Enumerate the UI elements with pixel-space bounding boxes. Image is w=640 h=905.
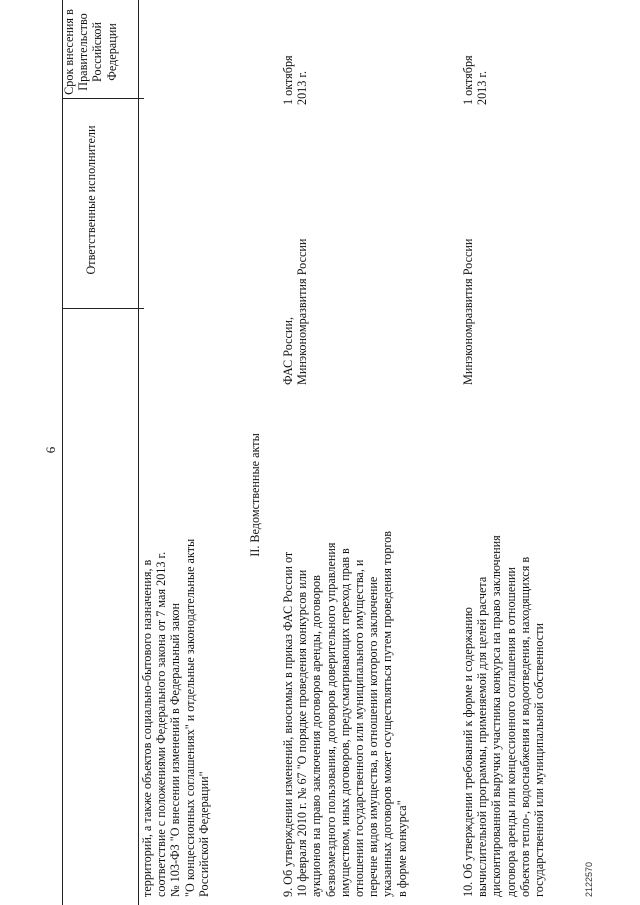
text-line: Российской Федерации" bbox=[196, 771, 211, 897]
document-code: 2122570 bbox=[584, 861, 594, 897]
text-line: вычислительной программы, применяемой для целей расчета bbox=[475, 576, 490, 897]
page-number: 6 bbox=[43, 446, 58, 454]
table-row-10-deadline bbox=[461, 5, 489, 105]
deadline-header-line: Правительство bbox=[76, 13, 91, 91]
text-line: территорий, а также объектов социально-бытового назначения, в bbox=[140, 559, 154, 897]
text-line: безвозмездного пользования, договоров доверительного управления bbox=[323, 542, 338, 897]
text-line: дисконтированной выручки участника конкурса на право заключения bbox=[489, 535, 504, 897]
responsible-line: ФАС России, bbox=[281, 316, 295, 385]
text-line: "О концессионных соглашениях" и отдельные законодательные акты bbox=[182, 538, 197, 897]
section-title: II. Ведомственные акты bbox=[248, 433, 262, 557]
text-line: 10. Об утверждении требований к форме и содержанию bbox=[461, 607, 475, 897]
deadline-line: 1 октября bbox=[461, 55, 475, 105]
text-line: № 103-ФЗ "О внесении изменений в Федеральный закон bbox=[168, 603, 183, 897]
deadline-line: 2013 г. bbox=[295, 70, 310, 105]
text-line: имуществом, иных договоров, предусматривающих переход прав в bbox=[337, 548, 352, 897]
text-line: государственной или муниципальной собственности bbox=[532, 622, 547, 897]
deadline-header-line: Срок внесения в bbox=[62, 9, 76, 95]
deadline-line: 1 октября bbox=[281, 55, 295, 105]
table-row-10-responsible bbox=[461, 195, 475, 385]
deadline-line: 2013 г. bbox=[475, 70, 490, 105]
text-line: соответствие с положениями Федерального закона от 7 мая 2013 г. bbox=[154, 551, 169, 897]
text-line: отношении государственного или муниципального имущества, и bbox=[352, 559, 367, 897]
text-line: объектов тепло-, водоснабжения и водоотведения, находящихся в bbox=[517, 556, 532, 897]
text-line: договора аренды или концессионного соглашения в отношении bbox=[503, 567, 518, 897]
text-line: перечне видов имущества, в отношении которого заключение bbox=[366, 576, 381, 897]
responsible-line: Минэкономразвития России bbox=[461, 238, 475, 385]
text-line: указанных договоров может осуществляться путем проведения торгов bbox=[380, 531, 395, 897]
text-line: в форме конкурса" bbox=[394, 800, 409, 897]
table-row-9-deadline bbox=[281, 5, 309, 105]
text-line: аукционов на право заключения договоров аренды, договоров bbox=[309, 575, 324, 897]
text-line: 9. Об утверждении изменений, вносимых в приказ ФАС России от bbox=[281, 551, 295, 897]
column-header-responsible-text: Ответственные исполнители bbox=[84, 125, 98, 275]
text-line: 10 февраля 2010 г. № 67 "О порядке проведения конкурсов или bbox=[295, 569, 310, 897]
responsible-line: Минэкономразвития России bbox=[295, 238, 310, 385]
table-row-9-responsible bbox=[281, 195, 309, 385]
deadline-header-line: Федерации bbox=[104, 23, 119, 81]
deadline-header-line: Российской bbox=[90, 21, 105, 83]
